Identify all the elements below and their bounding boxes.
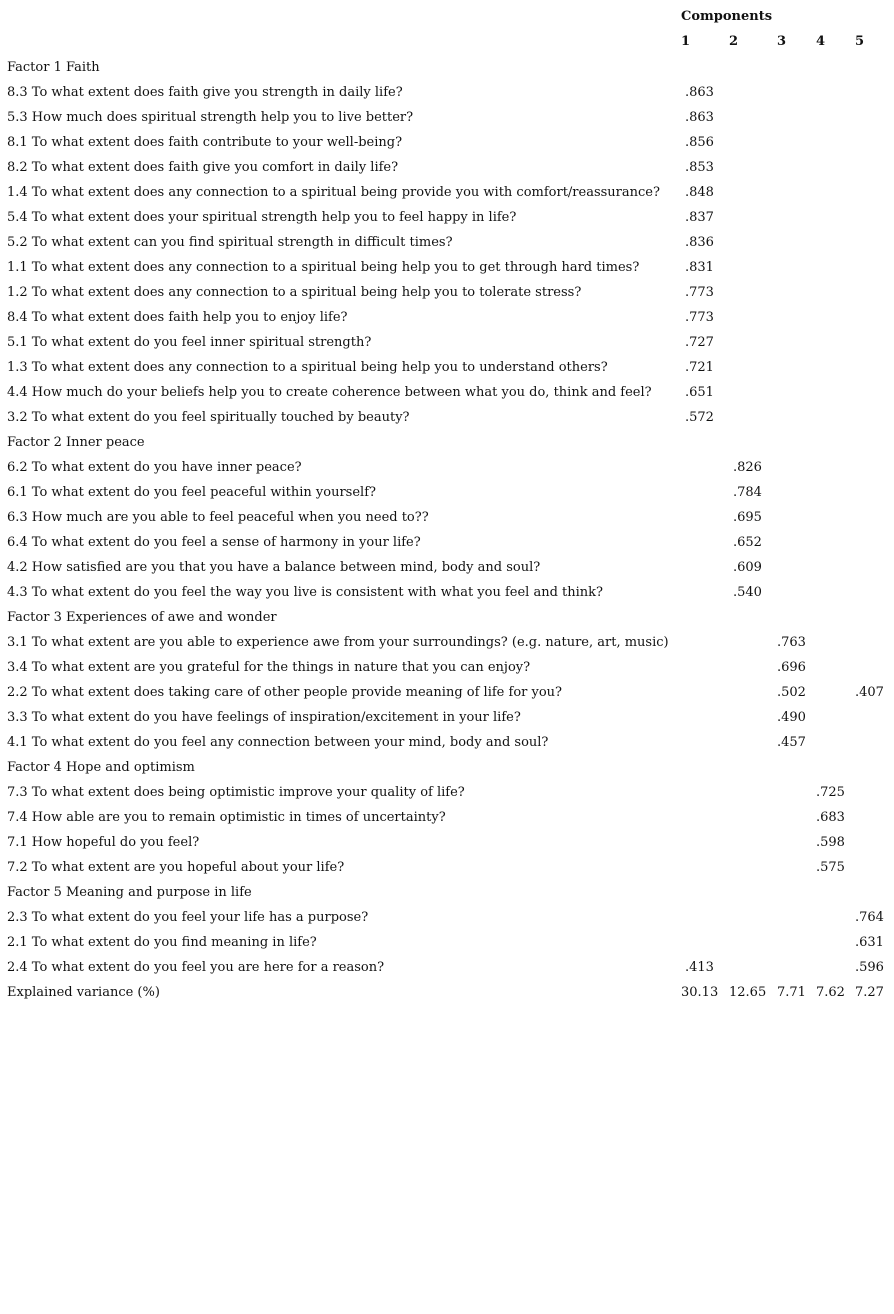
factor-heading: Factor 3 Experiences of awe and wonder <box>7 610 277 625</box>
table-row <box>0 459 894 484</box>
item-label: 4.1 To what extent do you feel any connection between your mind, body and soul? <box>7 735 549 750</box>
loading-value-component-2: 12.65 <box>729 985 767 1000</box>
loading-value-component-1: .853 <box>685 160 714 175</box>
loading-value-component-1: .856 <box>685 135 714 150</box>
item-label: 7.3 To what extent does being optimistic improve your quality of life? <box>7 785 465 800</box>
table-row <box>0 934 894 959</box>
loading-value-component-4: .575 <box>816 860 845 875</box>
loading-value-component-3: .502 <box>777 685 806 700</box>
item-label: 2.3 To what extent do you feel your life has a purpose? <box>7 910 369 925</box>
loading-value-component-3: .696 <box>777 660 806 675</box>
table-row <box>0 159 894 184</box>
component-number-4: 4 <box>816 34 826 49</box>
item-label: 2.1 To what extent do you find meaning in life? <box>7 935 317 950</box>
item-label: 6.2 To what extent do you have inner peace? <box>7 460 302 475</box>
table-row <box>0 334 894 359</box>
factor-heading-row <box>0 609 894 634</box>
loading-value-component-1: 30.13 <box>681 985 719 1000</box>
table-row <box>0 109 894 134</box>
table-row <box>0 484 894 509</box>
loading-value-component-1: .863 <box>685 85 714 100</box>
table-row <box>0 834 894 859</box>
table-row <box>0 584 894 609</box>
item-label: 7.2 To what extent are you hopeful about your life? <box>7 860 345 875</box>
loading-value-component-2: .826 <box>733 460 762 475</box>
item-label: 8.3 To what extent does faith give you strength in daily life? <box>7 85 403 100</box>
loading-value-component-2: .784 <box>733 485 762 500</box>
item-label: 3.1 To what extent are you able to experience awe from your surroundings? (e.g. nature, art, music) <box>7 635 669 650</box>
item-label: 4.3 To what extent do you feel the way you live is consistent with what you feel and think? <box>7 585 604 600</box>
item-label: 6.4 To what extent do you feel a sense of harmony in your life? <box>7 535 421 550</box>
factor-heading-row <box>0 59 894 84</box>
loading-value-component-1: .413 <box>685 960 714 975</box>
loading-value-component-5: .596 <box>855 960 884 975</box>
table-row <box>0 184 894 209</box>
loading-value-component-1: .727 <box>685 335 714 350</box>
item-label: 8.2 To what extent does faith give you comfort in daily life? <box>7 160 399 175</box>
loading-value-component-1: .651 <box>685 385 714 400</box>
loading-value-component-5: 7.27 <box>855 985 884 1000</box>
item-label: 5.4 To what extent does your spiritual strength help you to feel happy in life? <box>7 210 517 225</box>
loading-value-component-5: .631 <box>855 935 884 950</box>
table-row <box>0 209 894 234</box>
item-label: 3.3 To what extent do you have feelings of inspiration/excitement in your life? <box>7 710 521 725</box>
loading-value-component-1: .831 <box>685 260 714 275</box>
table-row <box>0 534 894 559</box>
item-label: 1.1 To what extent does any connection to a spiritual being help you to get through hard times? <box>7 260 640 275</box>
factor-heading: Factor 2 Inner peace <box>7 435 145 450</box>
loading-value-component-4: .683 <box>816 810 845 825</box>
loading-value-component-3: .763 <box>777 635 806 650</box>
item-label: 2.4 To what extent do you feel you are here for a reason? <box>7 960 385 975</box>
loading-value-component-2: .652 <box>733 535 762 550</box>
item-label: 1.4 To what extent does any connection to a spiritual being provide you with comfort/reassurance? <box>7 185 660 200</box>
component-number-2: 2 <box>729 34 739 49</box>
factor-heading-row <box>0 434 894 459</box>
factor-heading-row <box>0 759 894 784</box>
loading-value-component-4: .598 <box>816 835 845 850</box>
loading-value-component-1: .773 <box>685 285 714 300</box>
loading-value-component-1: .572 <box>685 410 714 425</box>
components-header: Components <box>681 9 773 24</box>
loading-value-component-3: 7.71 <box>777 985 806 1000</box>
loading-value-component-4: 7.62 <box>816 985 845 1000</box>
table-row <box>0 359 894 384</box>
item-label: 1.3 To what extent does any connection to a spiritual being help you to understand others? <box>7 360 608 375</box>
table-row <box>0 859 894 884</box>
factor-heading: Factor 1 Faith <box>7 60 100 75</box>
loading-value-component-3: .457 <box>777 735 806 750</box>
table-row <box>0 684 894 709</box>
table-row <box>0 959 894 984</box>
loading-value-component-4: .725 <box>816 785 845 800</box>
item-label: 6.3 How much are you able to feel peaceful when you need to?? <box>7 510 429 525</box>
item-label: 6.1 To what extent do you feel peaceful within yourself? <box>7 485 376 500</box>
item-label: 5.2 To what extent can you find spiritual strength in difficult times? <box>7 235 453 250</box>
item-label: 4.2 How satisfied are you that you have a balance between mind, body and soul? <box>7 560 541 575</box>
item-label: 2.2 To what extent does taking care of other people provide meaning of life for you? <box>7 685 563 700</box>
loading-value-component-2: .540 <box>733 585 762 600</box>
item-label: 3.4 To what extent are you grateful for the things in nature that you can enjoy? <box>7 660 531 675</box>
item-label: Explained variance (%) <box>7 985 160 1000</box>
loading-value-component-3: .490 <box>777 710 806 725</box>
table-row <box>0 409 894 434</box>
table-row <box>0 259 894 284</box>
table-row <box>0 309 894 334</box>
table-row <box>0 384 894 409</box>
table-row <box>0 84 894 109</box>
loading-value-component-1: .837 <box>685 210 714 225</box>
factor-heading-row <box>0 884 894 909</box>
loading-value-component-2: .695 <box>733 510 762 525</box>
table-row <box>0 234 894 259</box>
table-row <box>0 909 894 934</box>
loading-value-component-1: .721 <box>685 360 714 375</box>
table-row <box>0 809 894 834</box>
component-number-5: 5 <box>855 34 865 49</box>
loading-value-component-1: .848 <box>685 185 714 200</box>
item-label: 7.4 How able are you to remain optimistic in times of uncertainty? <box>7 810 446 825</box>
factor-heading: Factor 4 Hope and optimism <box>7 760 195 775</box>
factor-heading: Factor 5 Meaning and purpose in life <box>7 885 252 900</box>
table-row <box>0 284 894 309</box>
item-label: 1.2 To what extent does any connection to a spiritual being help you to tolerate stress? <box>7 285 582 300</box>
loading-value-component-1: .773 <box>685 310 714 325</box>
item-label: 5.1 To what extent do you feel inner spiritual strength? <box>7 335 372 350</box>
table-row <box>0 134 894 159</box>
component-number-1: 1 <box>681 34 691 49</box>
loading-value-component-2: .609 <box>733 560 762 575</box>
table-row <box>0 784 894 809</box>
item-label: 4.4 How much do your beliefs help you to create coherence between what you do, think and feel? <box>7 385 652 400</box>
item-label: 3.2 To what extent do you feel spiritually touched by beauty? <box>7 410 410 425</box>
item-label: 8.4 To what extent does faith help you to enjoy life? <box>7 310 348 325</box>
item-label: 5.3 How much does spiritual strength help you to live better? <box>7 110 414 125</box>
loading-value-component-1: .836 <box>685 235 714 250</box>
loading-value-component-1: .863 <box>685 110 714 125</box>
item-label: 7.1 How hopeful do you feel? <box>7 835 200 850</box>
loading-value-component-5: .407 <box>855 685 884 700</box>
table-row <box>0 709 894 734</box>
table-row <box>0 734 894 759</box>
table-row <box>0 559 894 584</box>
table-row <box>0 659 894 684</box>
loading-value-component-5: .764 <box>855 910 884 925</box>
table-row <box>0 984 894 1009</box>
component-number-3: 3 <box>777 34 787 49</box>
table-row <box>0 509 894 534</box>
item-label: 8.1 To what extent does faith contribute to your well-being? <box>7 135 403 150</box>
table-row <box>0 634 894 659</box>
